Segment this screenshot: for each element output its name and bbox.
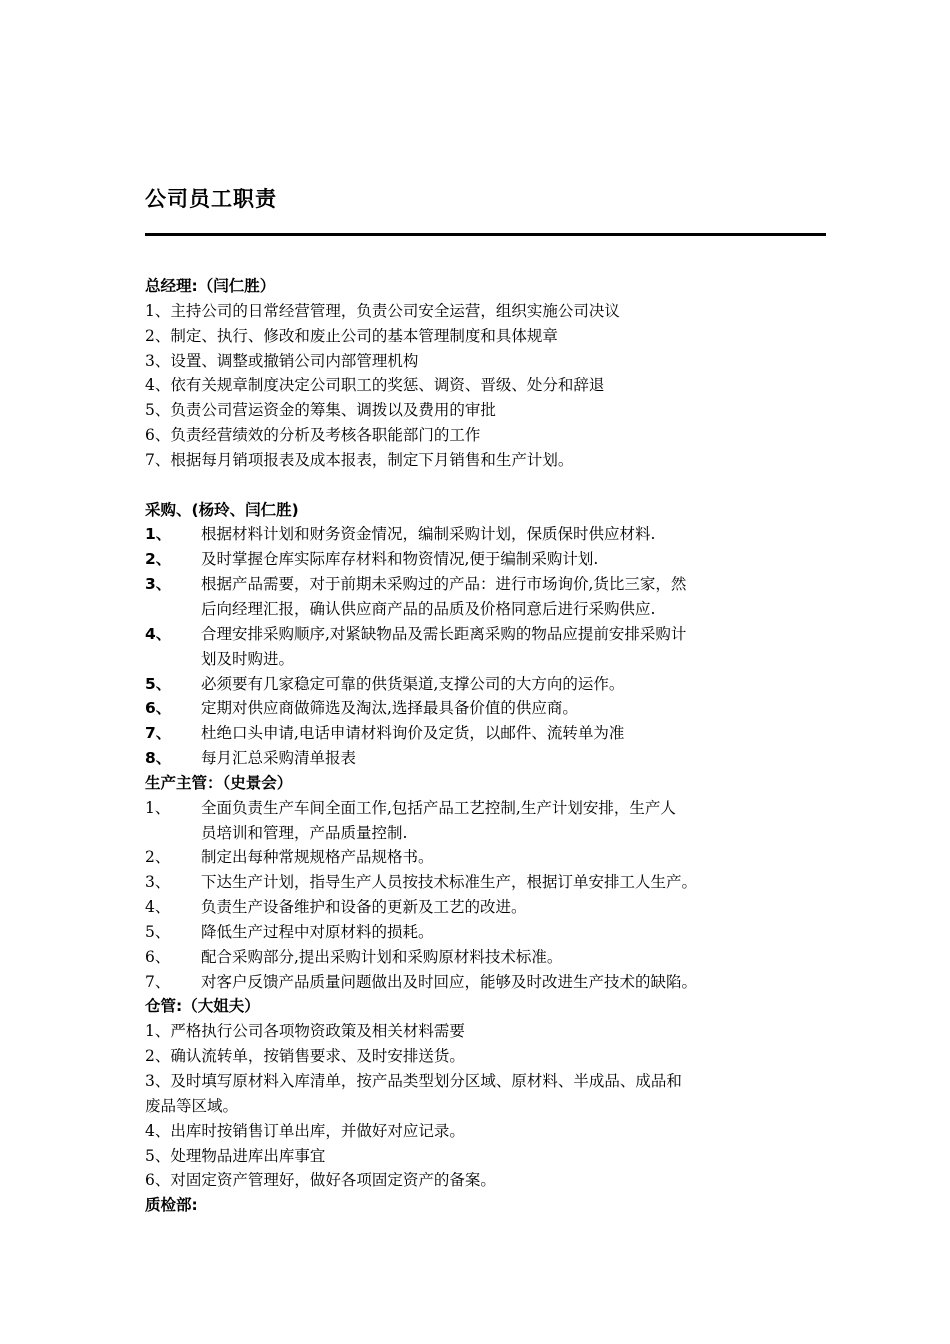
item-text: 根据产品需要，对于前期未采购过的产品：进行市场询价,货比三家，然	[201, 575, 687, 594]
warehouse-item: 2、确认流转单，按销售要求、及时安排送货。	[145, 1047, 465, 1066]
item-text: 负责生产设备维护和设备的更新及工艺的改进。	[201, 898, 527, 917]
item-text: 全面负责生产车间全面工作,包括产品工艺控制,生产计划安排，生产人	[201, 798, 676, 817]
section-heading-warehouse: 仓管:（大姐夫）	[145, 997, 260, 1016]
gm-item: 5、负责公司营运资金的筹集、调拨以及费用的审批	[145, 401, 496, 420]
production-item	[145, 970, 826, 995]
purchasing-item	[145, 696, 826, 721]
purchasing-item	[145, 547, 826, 572]
item-text-continued: 后向经理汇报，确认供应商产品的品质及价格同意后进行采购供应.	[201, 599, 656, 618]
item-text: 定期对供应商做筛选及淘汰,选择最具备价值的供应商。	[201, 699, 578, 718]
warehouse-item: 4、出库时按销售订单出库，并做好对应记录。	[145, 1121, 465, 1140]
section-heading-production: 生产主管：（史景会）	[145, 773, 293, 792]
document-body	[145, 274, 826, 1218]
item-text-continued: 划及时购进。	[201, 649, 295, 668]
item-text: 对客户反馈产品质量问题做出及时回应，能够及时改进生产技术的缺陷。	[201, 972, 698, 991]
warehouse-item: 3、及时填写原材料入库清单，按产品类型划分区域、原材料、半成品、成品和	[145, 1072, 682, 1090]
item-text: 配合采购部分,提出采购计划和采购原材料技术标准。	[201, 947, 563, 966]
item-number: 8、	[145, 749, 172, 768]
item-number: 3、	[145, 873, 171, 892]
item-number: 1、	[145, 798, 171, 817]
item-number: 7、	[145, 972, 171, 991]
purchasing-item	[145, 672, 826, 697]
production-item	[145, 845, 826, 870]
item-number: 2、	[145, 848, 171, 867]
item-text: 及时掌握仓库实际库存材料和物资情况,便于编制采购计划.	[201, 550, 599, 569]
item-number: 2、	[145, 550, 172, 569]
item-number: 3、	[145, 575, 172, 594]
section-spacer	[145, 473, 826, 498]
gm-item: 6、负责经营绩效的分析及考核各职能部门的工作	[145, 426, 481, 445]
production-item	[145, 945, 826, 970]
item-number: 7、	[145, 724, 172, 743]
page-title: 公司员工职责	[145, 187, 277, 211]
item-number: 6、	[145, 947, 171, 966]
item-number: 4、	[145, 898, 171, 917]
purchasing-item	[145, 622, 826, 672]
gm-item: 2、制定、执行、修改和废止公司的基本管理制度和具体规章	[145, 326, 558, 345]
item-number: 4、	[145, 624, 172, 643]
item-text: 制定出每种常规规格产品规格书。	[201, 848, 434, 867]
item-text: 杜绝口头申请,电话申请材料询价及定货，以邮件、流转单为准	[201, 724, 625, 743]
production-item	[145, 796, 826, 846]
item-text-continued: 员培训和管理，产品质量控制.	[201, 823, 408, 842]
item-text: 下达生产计划，指导生产人员按技术标准生产，根据订单安排工人生产。	[201, 873, 698, 892]
item-text: 必须要有几家稳定可靠的供货渠道,支撑公司的大方向的运作。	[201, 674, 625, 693]
item-number: 6、	[145, 699, 172, 718]
item-text: 根据材料计划和财务资金情况，编制采购计划，保质保时供应材料.	[201, 525, 656, 544]
gm-item: 3、设置、调整或撤销公司内部管理机构	[145, 351, 419, 370]
purchasing-item	[145, 522, 826, 547]
warehouse-item: 1、严格执行公司各项物资政策及相关材料需要	[145, 1022, 465, 1041]
gm-item: 7、根据每月销项报表及成本报表，制定下月销售和生产计划。	[145, 450, 574, 469]
purchasing-item	[145, 746, 826, 771]
production-item	[145, 895, 826, 920]
warehouse-item-continued: 废品等区域。	[145, 1096, 239, 1115]
item-number: 1、	[145, 525, 172, 544]
warehouse-item: 6、对固定资产管理好，做好各项固定资产的备案。	[145, 1171, 496, 1190]
production-item	[145, 870, 826, 895]
purchasing-item	[145, 572, 826, 622]
title-divider	[145, 233, 826, 236]
section-heading-gm: 总经理:（闫仁胜）	[145, 277, 276, 295]
gm-item: 1、主持公司的日常经营管理，负责公司安全运营，组织实施公司决议	[145, 301, 620, 320]
warehouse-item: 5、处理物品进库出库事宜	[145, 1146, 326, 1165]
section-heading-purchasing: 采购、(杨玲、闫仁胜)	[145, 500, 299, 519]
item-text: 每月汇总采购清单报表	[201, 749, 357, 768]
production-item	[145, 920, 826, 945]
item-text: 合理安排采购顺序,对紧缺物品及需长距离采购的物品应提前安排采购计	[201, 624, 687, 643]
purchasing-item	[145, 721, 826, 746]
section-heading-qc: 质检部:	[145, 1196, 198, 1215]
item-number: 5、	[145, 922, 171, 941]
item-text: 降低生产过程中对原材料的损耗。	[201, 922, 434, 941]
gm-item: 4、依有关规章制度决定公司职工的奖惩、调资、晋级、处分和辞退	[145, 376, 605, 395]
item-number: 5、	[145, 674, 172, 693]
